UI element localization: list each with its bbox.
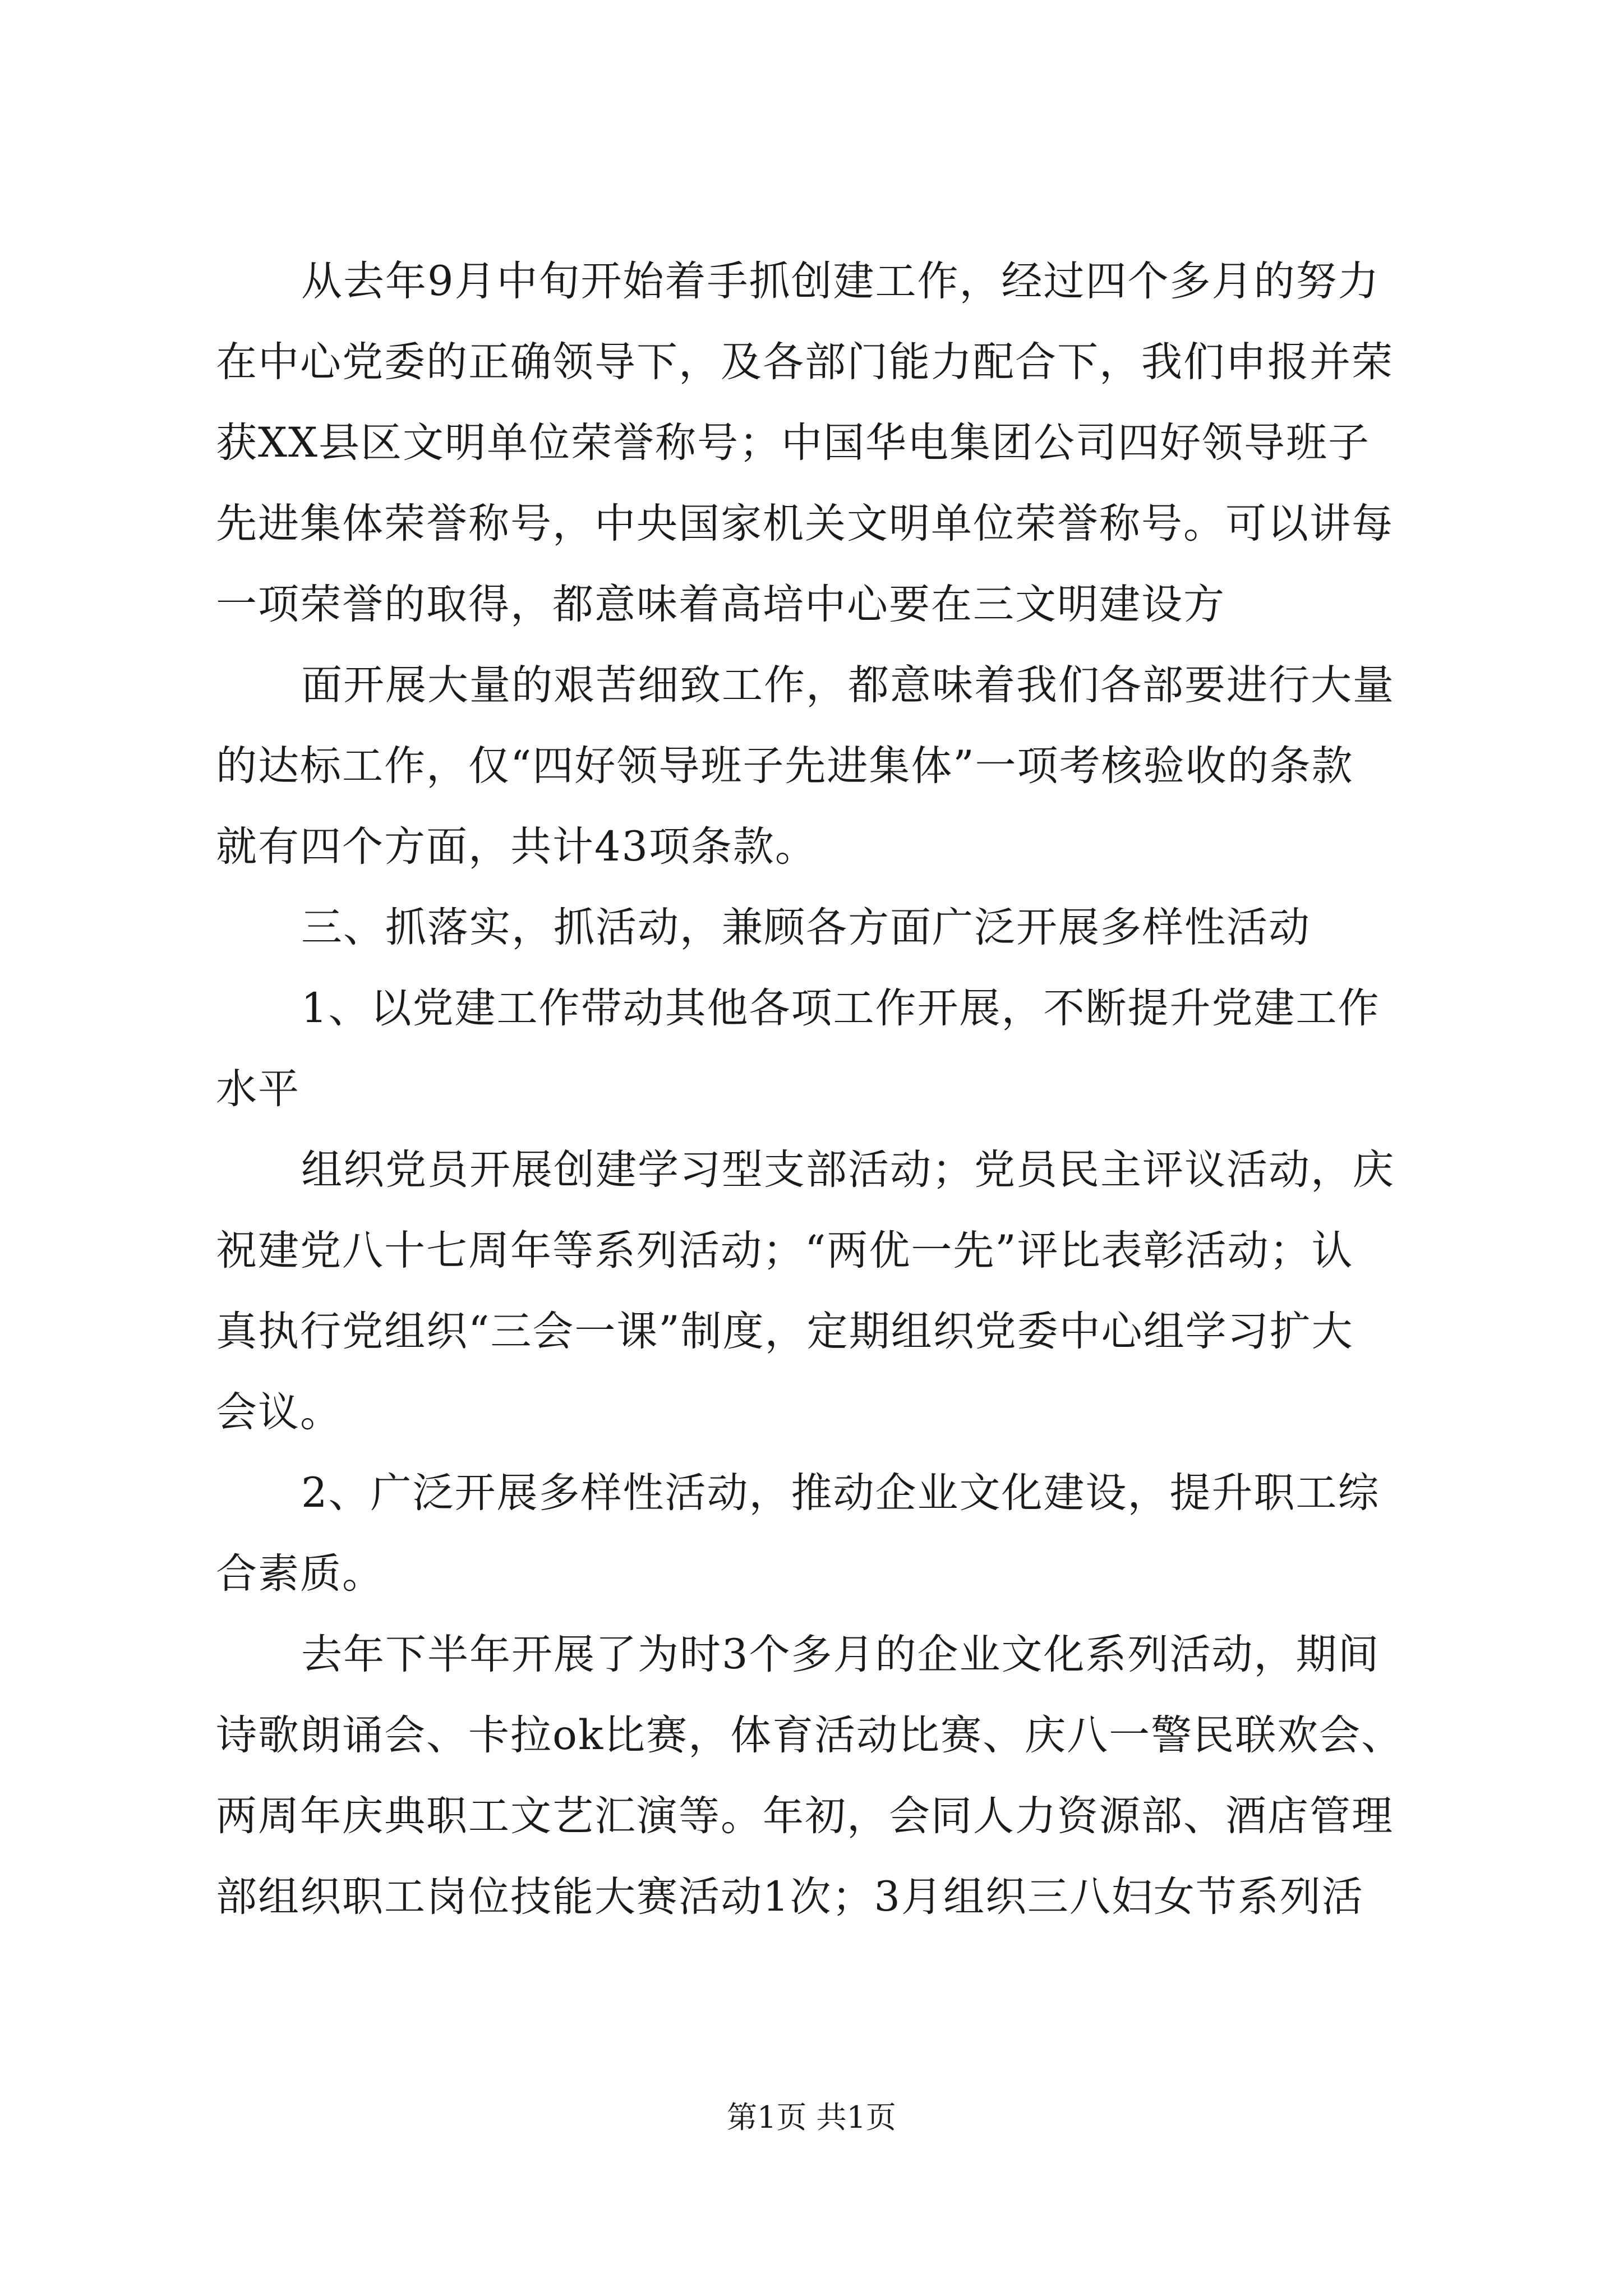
- text-line: 获XX县区文明单位荣誉称号；中国华电集团公司四好领导班子: [216, 419, 1370, 467]
- subsection-heading: 1、以党建工作带动其他各项工作开展，不断提升党建工作: [301, 984, 1380, 1032]
- text-line: 就有四个方面，共计43项条款。: [216, 823, 817, 871]
- text-line: 合素质。: [216, 1550, 384, 1598]
- text-line: 两周年庆典职工文艺汇演等。年初，会同人力资源部、酒店管理: [216, 1792, 1394, 1840]
- text-line: 会议。: [216, 1388, 342, 1436]
- text-line: 的达标工作，仅“四好领导班子先进集体”一项考核验收的条款: [216, 742, 1354, 790]
- text-line: 部组织职工岗位技能大赛活动1次；3月组织三八妇女节系列活: [216, 1873, 1364, 1921]
- text-line: 祝建党八十七周年等系列活动；“两优一先”评比表彰活动；认: [216, 1227, 1354, 1274]
- text-line: 组织党员开展创建学习型支部活动；党员民主评议活动，庆: [301, 1146, 1395, 1194]
- section-heading: 三、抓落实，抓活动，兼顾各方面广泛开展多样性活动: [301, 904, 1311, 951]
- page-number-footer: 第1页 共1页: [727, 2100, 896, 2135]
- text-line: 从去年9月中旬开始着手抓创建工作，经过四个多月的努力: [301, 257, 1380, 305]
- document-body: [216, 241, 1422, 1938]
- text-line: 去年下半年开展了为时3个多月的企业文化系列活动，期间: [301, 1631, 1380, 1678]
- text-line: 在中心党委的正确领导下，及各部门能力配合下，我们申报并荣: [216, 338, 1394, 386]
- text-line: 真执行党组织“三会一课”制度，定期组织党委中心组学习扩大: [216, 1308, 1354, 1355]
- text-line: 面开展大量的艰苦细致工作，都意味着我们各部要进行大量: [301, 661, 1395, 709]
- text-line: 先进集体荣誉称号，中央国家机关文明单位荣誉称号。可以讲每: [216, 500, 1394, 547]
- text-line: 水平: [216, 1065, 300, 1113]
- text-line: 一项荣誉的取得，都意味着高培中心要在三文明建设方: [216, 581, 1225, 628]
- subsection-heading: 2、广泛开展多样性活动，推动企业文化建设，提升职工综: [301, 1469, 1380, 1517]
- text-line: 诗歌朗诵会、卡拉ok比赛，体育活动比赛、庆八一警民联欢会、: [216, 1711, 1404, 1759]
